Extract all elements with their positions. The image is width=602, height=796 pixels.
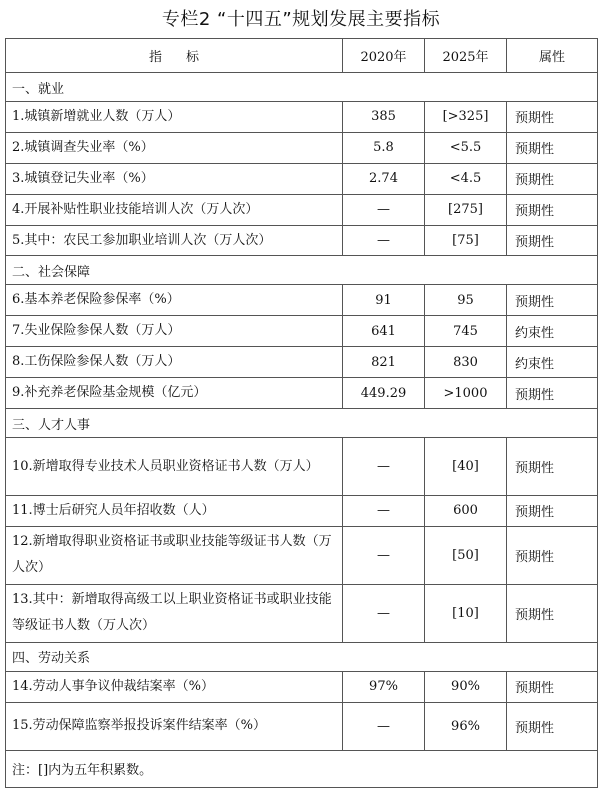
note-row [6, 750, 598, 787]
value-2020: 5.8 [343, 132, 425, 163]
table-row [6, 671, 598, 702]
table-row [6, 285, 598, 316]
value-2025: >1000 [425, 378, 507, 409]
value-2025: [40] [425, 438, 507, 496]
header-2020: 2020年 [343, 39, 425, 73]
value-2025: [75] [425, 225, 507, 256]
value-2025: [275] [425, 194, 507, 225]
table-note: 注：[]内为五年积累数。 [6, 750, 598, 787]
table-row [6, 378, 598, 409]
value-2025: [50] [425, 526, 507, 584]
table-row [6, 102, 598, 133]
indicator-name: 12.新增取得职业资格证书或职业技能等级证书人数（万人次） [6, 526, 343, 584]
table-row [6, 132, 598, 163]
value-2025: 600 [425, 496, 507, 527]
attribute-value: 预期性 [507, 526, 598, 584]
table-row [6, 225, 598, 256]
value-2025: [>325] [425, 102, 507, 133]
value-2025: <4.5 [425, 163, 507, 194]
value-2020: 2.74 [343, 163, 425, 194]
indicator-name: 10.新增取得专业技术人员职业资格证书人数（万人） [6, 438, 343, 496]
value-2025: <5.5 [425, 132, 507, 163]
value-2020: — [343, 702, 425, 750]
value-2025: 90% [425, 671, 507, 702]
attribute-value: 预期性 [507, 102, 598, 133]
value-2020: — [343, 584, 425, 642]
indicator-name: 15.劳动保障监察举报投诉案件结案率（%） [6, 702, 343, 750]
value-2020: — [343, 194, 425, 225]
table-title: 专栏2 “十四五”规划发展主要指标 [161, 9, 441, 30]
section-row [6, 256, 598, 285]
value-2025: 95 [425, 285, 507, 316]
indicator-name: 6.基本养老保险参保率（%） [6, 285, 343, 316]
value-2025: 96% [425, 702, 507, 750]
indicator-name: 2.城镇调查失业率（%） [6, 132, 343, 163]
attribute-value: 预期性 [507, 132, 598, 163]
section-label: 二、社会保障 [6, 256, 598, 285]
attribute-value: 约束性 [507, 347, 598, 378]
value-2020: 821 [343, 347, 425, 378]
header-2025: 2025年 [425, 39, 507, 73]
value-2025: 745 [425, 316, 507, 347]
attribute-value: 预期性 [507, 438, 598, 496]
header-attribute: 属性 [507, 39, 598, 73]
indicator-name: 11.博士后研究人员年招收数（人） [6, 496, 343, 527]
value-2020: 91 [343, 285, 425, 316]
attribute-value: 预期性 [507, 285, 598, 316]
attribute-value: 预期性 [507, 584, 598, 642]
section-row [6, 642, 598, 671]
table-row [6, 163, 598, 194]
table-row [6, 496, 598, 527]
attribute-value: 约束性 [507, 316, 598, 347]
section-label: 三、人才人事 [6, 409, 598, 438]
table-row [6, 526, 598, 584]
attribute-value: 预期性 [507, 671, 598, 702]
section-row [6, 73, 598, 102]
value-2020: 641 [343, 316, 425, 347]
value-2020: — [343, 225, 425, 256]
indicator-name: 9.补充养老保险基金规模（亿元） [6, 378, 343, 409]
indicator-name: 13.其中：新增取得高级工以上职业资格证书或职业技能等级证书人数（万人次） [6, 584, 343, 642]
attribute-value: 预期性 [507, 225, 598, 256]
header-row [6, 39, 598, 73]
value-2020: 449.29 [343, 378, 425, 409]
indicators-table [5, 38, 598, 788]
table-row [6, 347, 598, 378]
attribute-value: 预期性 [507, 194, 598, 225]
value-2020: — [343, 496, 425, 527]
attribute-value: 预期性 [507, 378, 598, 409]
value-2020: — [343, 526, 425, 584]
table-row [6, 702, 598, 750]
value-2020: — [343, 438, 425, 496]
attribute-value: 预期性 [507, 163, 598, 194]
table-row [6, 194, 598, 225]
table-row [6, 438, 598, 496]
section-label: 一、就业 [6, 73, 598, 102]
indicator-name: 8.工伤保险参保人数（万人） [6, 347, 343, 378]
indicator-name: 1.城镇新增就业人数（万人） [6, 102, 343, 133]
section-label: 四、劳动关系 [6, 642, 598, 671]
indicator-name: 5.其中：农民工参加职业培训人次（万人次） [6, 225, 343, 256]
attribute-value: 预期性 [507, 496, 598, 527]
indicator-name: 3.城镇登记失业率（%） [6, 163, 343, 194]
value-2025: 830 [425, 347, 507, 378]
section-row [6, 409, 598, 438]
table-row [6, 584, 598, 642]
indicator-name: 4.开展补贴性职业技能培训人次（万人次） [6, 194, 343, 225]
header-indicator: 指标 [6, 39, 343, 73]
table-row [6, 316, 598, 347]
indicator-name: 7.失业保险参保人数（万人） [6, 316, 343, 347]
value-2020: 385 [343, 102, 425, 133]
value-2025: [10] [425, 584, 507, 642]
indicator-name: 14.劳动人事争议仲裁结案率（%） [6, 671, 343, 702]
value-2020: 97% [343, 671, 425, 702]
attribute-value: 预期性 [507, 702, 598, 750]
